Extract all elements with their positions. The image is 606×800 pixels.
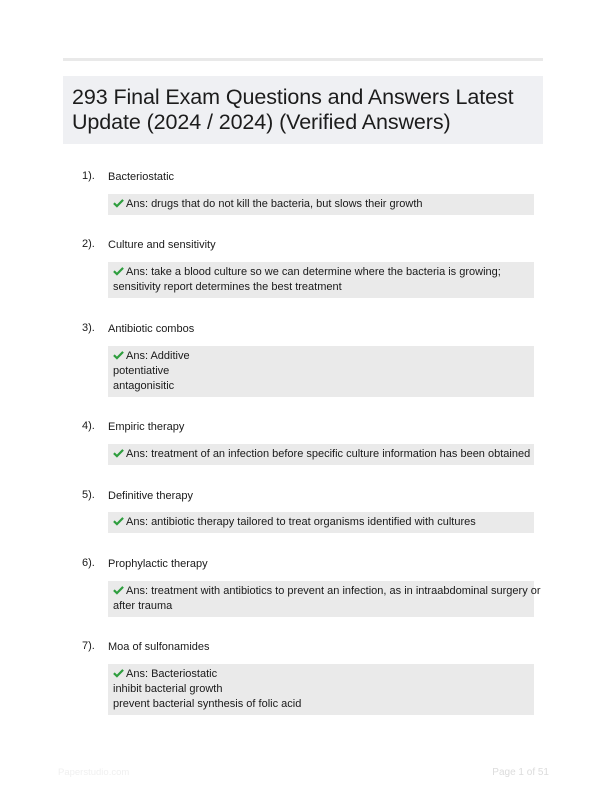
answer-line: prevent bacterial synthesis of folic acid xyxy=(113,698,302,710)
answer-line: Ans: Bacteriostatic xyxy=(113,667,530,682)
checkmark-icon xyxy=(113,350,124,360)
answer-line: Ans: drugs that do not kill the bacteria, but slows their growth xyxy=(113,197,530,212)
answer-line: potentiative xyxy=(113,365,170,377)
title-line-1: 293 Final Exam Questions and Answers Latest xyxy=(72,85,514,109)
checkmark-icon xyxy=(113,516,124,526)
question-number: 3). xyxy=(82,322,95,334)
question-text: Culture and sensitivity xyxy=(108,239,216,251)
answer-box xyxy=(108,346,534,397)
answer-box xyxy=(108,581,541,617)
document-title xyxy=(72,85,533,135)
answer-line: Ans: take a blood culture so we can determine where the bacteria is growing; xyxy=(113,265,530,280)
footer-watermark: Paperstudio.com xyxy=(58,767,130,778)
question-text: Empiric therapy xyxy=(108,421,185,433)
answer-line: Ans: Additive xyxy=(113,349,530,364)
checkmark-icon xyxy=(113,266,124,276)
question-number: 7). xyxy=(82,640,95,652)
question-text: Prophylactic therapy xyxy=(108,558,208,570)
checkmark-icon xyxy=(113,448,124,458)
question-number: 5). xyxy=(82,489,95,501)
answer-box xyxy=(108,664,534,715)
answer-line: Ans: treatment with antibiotics to prevent an infection, as in intraabdominal surgery or xyxy=(113,584,530,599)
answer-box xyxy=(108,444,534,465)
checkmark-icon xyxy=(113,198,124,208)
question-number: 2). xyxy=(82,238,95,250)
checkmark-icon xyxy=(113,668,124,678)
answer-line: Ans: treatment of an infection before specific culture information has been obtained xyxy=(113,447,530,462)
question-text: Antibiotic combos xyxy=(108,323,195,335)
title-line-2: Update (2024 / 2024) (Verified Answers) xyxy=(72,110,451,134)
question-text: Bacteriostatic xyxy=(108,171,175,183)
answer-line: sensitivity report determines the best treatment xyxy=(113,281,342,293)
top-divider xyxy=(63,58,543,61)
answer-box xyxy=(108,262,534,298)
answer-line: inhibit bacterial growth xyxy=(113,683,223,695)
page-indicator: Page 1 of 51 xyxy=(492,767,549,778)
answer-line: antagonisitic xyxy=(113,380,175,392)
title-banner xyxy=(63,76,543,144)
question-number: 6). xyxy=(82,557,95,569)
question-number: 4). xyxy=(82,420,95,432)
question-number: 1). xyxy=(82,170,95,182)
answer-box xyxy=(108,194,534,215)
question-text: Moa of sulfonamides xyxy=(108,641,210,653)
answer-line: Ans: antibiotic therapy tailored to treat organisms identified with cultures xyxy=(113,515,530,530)
question-text: Definitive therapy xyxy=(108,490,193,502)
checkmark-icon xyxy=(113,585,124,595)
answer-line: after trauma xyxy=(113,600,173,612)
answer-box xyxy=(108,512,534,533)
